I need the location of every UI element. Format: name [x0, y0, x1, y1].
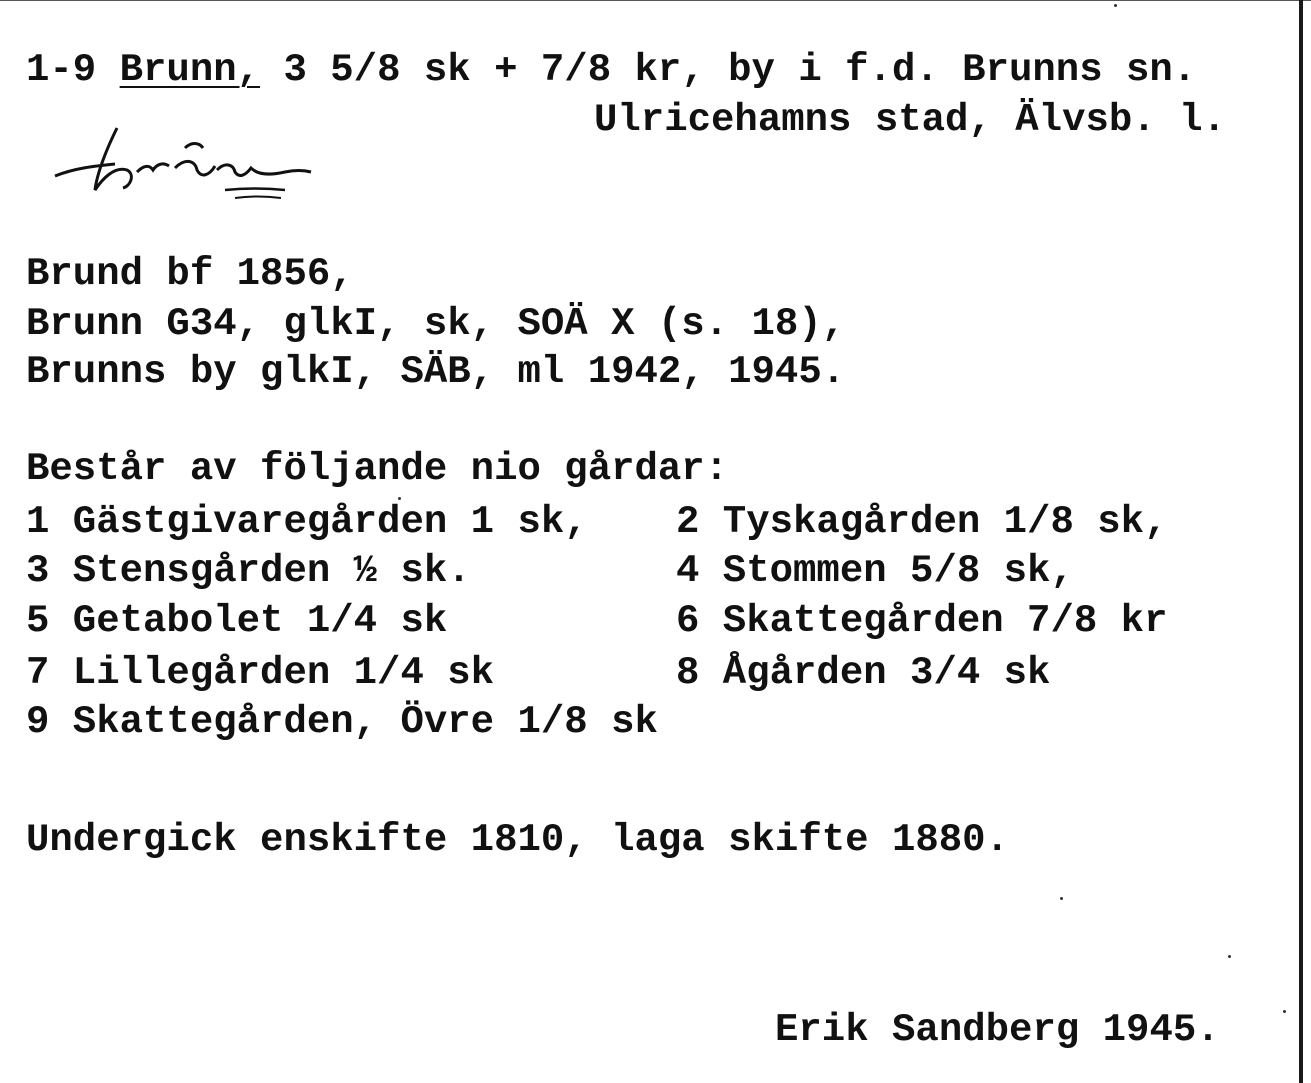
name-line-2: Brunn G34, glkI, sk, SOÄ X (s. 18), — [26, 302, 846, 346]
card-right-edge — [1299, 0, 1303, 1083]
heading-line-2: Ulricehamns stad, Älvsb. l. — [594, 98, 1226, 142]
scan-speck — [1060, 897, 1063, 900]
scan-speck — [1283, 1010, 1286, 1013]
farm-right-1: 2 Tyskagården 1/8 sk, — [676, 500, 1168, 544]
heading-rest: 3 5/8 sk + 7/8 kr, by i f.d. Brunns sn. — [260, 48, 1197, 92]
farm-right-3: 6 Skattegården 7/8 kr — [676, 599, 1168, 643]
author-signature: Erik Sandberg 1945. — [775, 1008, 1220, 1052]
farm-right-2: 4 Stommen 5/8 sk, — [676, 549, 1074, 593]
place-name: Brunn, — [119, 48, 261, 92]
farm-left-1: 1 Gästgivaregården 1 sk, — [26, 500, 588, 544]
card-top-edge — [0, 0, 1311, 1]
scan-speck — [1228, 955, 1231, 958]
farm-left-4: 7 Lillegården 1/4 sk — [26, 651, 495, 695]
name-line-3: Brunns by glkI, SÄB, ml 1942, 1945. — [26, 350, 846, 394]
farms-intro: Består av följande nio gårdar: — [26, 447, 729, 491]
name-line-1: Brund bf 1856, — [26, 252, 354, 296]
farm-left-5: 9 Skattegården, Övre 1/8 sk — [26, 700, 658, 744]
farm-right-4: 8 Ågården 3/4 sk — [676, 651, 1051, 695]
record-number: 1-9 — [26, 48, 97, 92]
handwritten-annotation — [45, 118, 315, 208]
scan-speck — [398, 497, 401, 500]
heading-line-1 — [26, 48, 1196, 92]
farm-left-2: 3 Stensgården ½ sk. — [26, 549, 471, 593]
enclosure-note: Undergick enskifte 1810, laga skifte 1880. — [26, 818, 1009, 862]
scan-speck — [1114, 4, 1117, 7]
farm-left-3: 5 Getabolet 1/4 sk — [26, 599, 448, 643]
